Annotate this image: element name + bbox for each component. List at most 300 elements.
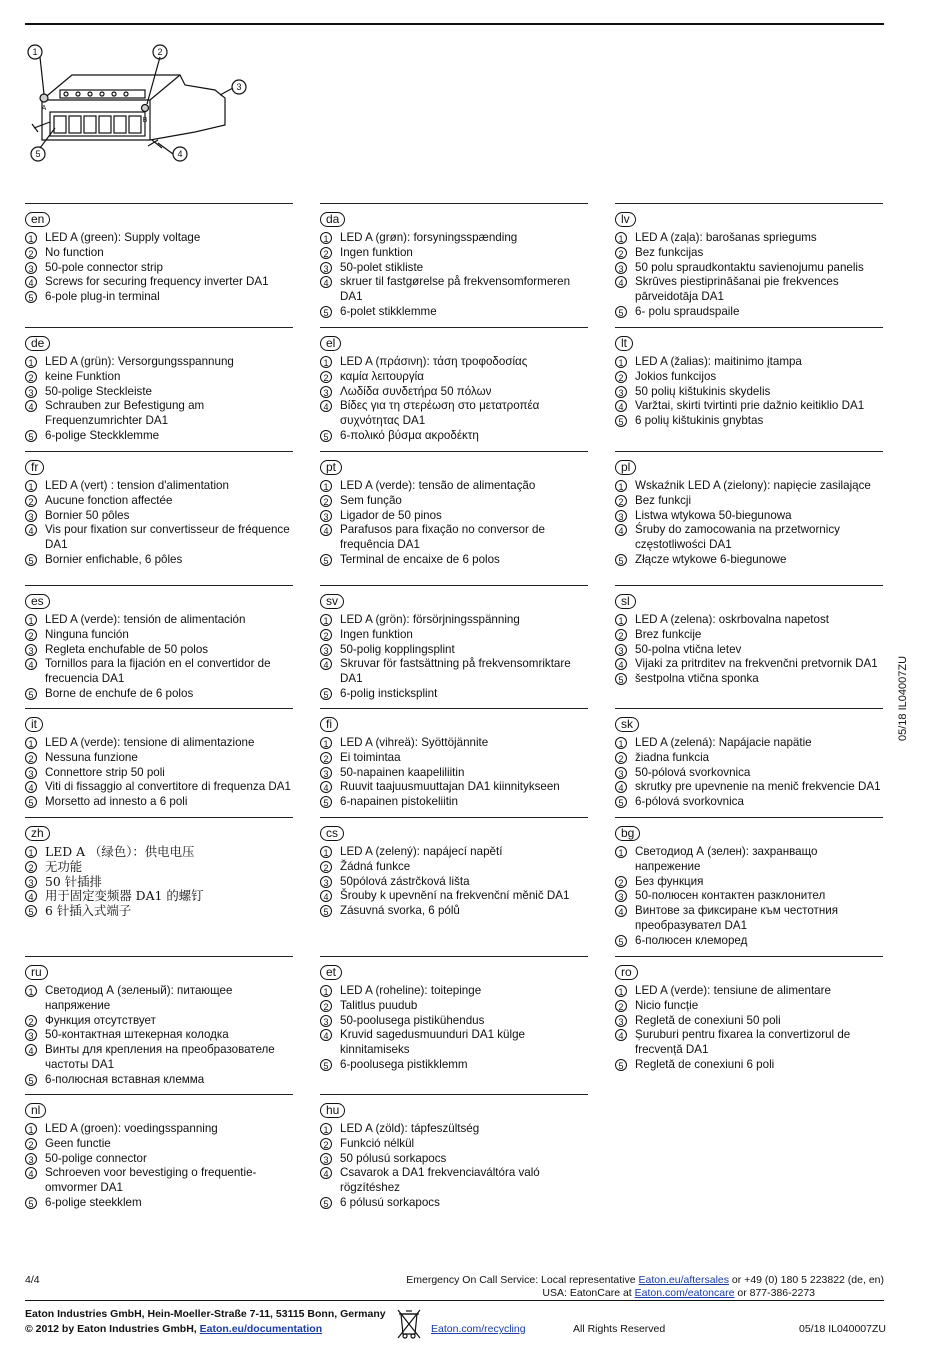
list-item	[615, 999, 883, 1014]
list-item	[615, 494, 883, 509]
section-divider	[615, 203, 883, 204]
list-item	[25, 904, 293, 919]
item-number-badge: 2	[25, 861, 37, 873]
language-code-badge: sl	[615, 594, 636, 609]
item-number-badge: 3	[25, 876, 37, 888]
language-code-badge: da	[320, 212, 345, 227]
item-number-badge: 1	[615, 737, 627, 749]
item-number-badge: 2	[320, 247, 332, 259]
item-text: 6-polig insticksplint	[340, 686, 438, 700]
item-text: LED A (verde): tensione di alimentazione	[45, 736, 255, 749]
item-number-badge: 4	[320, 1029, 332, 1041]
list-item	[25, 780, 293, 795]
item-text: Ingen funktion	[340, 245, 413, 259]
section-sl	[615, 585, 883, 687]
figure-label-1: 1	[32, 47, 38, 57]
item-number-badge: 4	[320, 276, 332, 288]
list-item	[25, 494, 293, 509]
list-item	[320, 795, 588, 810]
list-item	[615, 1058, 883, 1073]
list-item	[320, 1152, 588, 1167]
copyright-line	[25, 1323, 322, 1336]
list-item	[320, 509, 588, 524]
item-number-badge: 2	[615, 629, 627, 641]
list-item	[25, 1166, 293, 1196]
item-text: 6- polu spraudspaile	[635, 304, 740, 318]
section-sk	[615, 708, 883, 810]
item-number-badge: 1	[25, 737, 37, 749]
section-da	[320, 203, 588, 320]
item-text: 50-napainen kaapeliliitin	[340, 765, 465, 779]
list-item	[320, 751, 588, 766]
item-text: Regletă de conexiuni 6 poli	[635, 1057, 775, 1071]
item-number-badge: 3	[25, 510, 37, 522]
section-el	[320, 327, 588, 444]
item-text: 50-polige Steckleiste	[45, 384, 152, 398]
list-item	[25, 509, 293, 524]
list-item	[615, 355, 883, 370]
item-text: Skrūves piestiprināšanai pie frekvences pārveidotāja DA1	[635, 275, 839, 304]
item-text: skruer til fastgørelse på frekvensomformeren DA1	[340, 275, 571, 304]
eatoncare-link[interactable]: Eaton.com/eatoncare	[634, 1287, 735, 1299]
side-code-text: 05/18 IL04007ZU	[897, 655, 909, 741]
documentation-link[interactable]: Eaton.eu/documentation	[199, 1323, 323, 1335]
list-item	[25, 1014, 293, 1029]
item-number-badge: 3	[615, 890, 627, 902]
document-code: 05/18 IL040007ZU	[799, 1323, 886, 1335]
item-number-badge: 5	[320, 554, 332, 566]
item-text: LED A (žalias): maitinimo įtampa	[635, 355, 802, 368]
section-sv	[320, 585, 588, 702]
item-number-badge: 4	[615, 905, 627, 917]
item-text: Sem função	[340, 493, 402, 507]
item-text: Regleta enchufable de 50 polos	[45, 642, 209, 656]
list-item	[320, 845, 588, 860]
item-number-badge: 4	[25, 276, 37, 288]
item-text: 6-polet stikklemme	[340, 304, 437, 318]
language-code-badge: nl	[25, 1103, 46, 1118]
figure-label-4: 4	[177, 149, 183, 159]
item-text: 50 针插排	[45, 873, 102, 889]
item-text: 6 polių kištukinis gnybtas	[635, 414, 764, 428]
section-bg	[615, 817, 883, 949]
item-text: Wskaźnik LED A (zielony): napięcie zasilające	[635, 479, 871, 492]
item-text: LED A (verde): tensiune de alimentare	[635, 984, 831, 997]
figure-label-2: 2	[157, 47, 163, 57]
list-item	[320, 385, 588, 400]
item-number-badge: 1	[25, 985, 37, 997]
item-text: Βίδες για τη στερέωση στο μετατροπέα συχνότητας DA1	[340, 399, 540, 428]
item-text: Vis pour fixation sur convertisseur de fréquence DA1	[45, 523, 290, 552]
section-divider	[320, 817, 588, 818]
item-number-badge: 5	[320, 430, 332, 442]
language-code-badge: fr	[25, 460, 44, 475]
item-number-badge: 5	[320, 688, 332, 700]
item-number-badge: 3	[25, 1029, 37, 1041]
item-text: Brez funkcije	[635, 627, 702, 641]
list-item	[320, 429, 588, 444]
section-lt	[615, 327, 883, 429]
item-text: Ei toimintaa	[340, 750, 401, 764]
language-code-badge: pt	[320, 460, 342, 475]
usa-suffix: or 877-386-2273	[734, 1287, 815, 1299]
section-pl	[615, 451, 883, 568]
item-text: šestpolna vtična sponka	[635, 672, 759, 686]
item-text: LED A (zelená): Napájacie napätie	[635, 736, 812, 749]
list-item	[320, 261, 588, 276]
item-number-badge: 2	[320, 752, 332, 764]
recycling-link[interactable]: Eaton.com/recycling	[431, 1323, 526, 1335]
item-number-badge: 1	[615, 356, 627, 368]
item-text: 6-πολικό βύσμα ακροδέκτη	[340, 428, 479, 442]
language-code-badge: de	[25, 336, 50, 351]
language-code-badge: en	[25, 212, 50, 227]
item-number-badge: 2	[320, 1138, 332, 1150]
item-number-badge: 1	[320, 985, 332, 997]
item-number-badge: 2	[320, 861, 332, 873]
section-divider	[25, 451, 293, 452]
list-item	[615, 904, 883, 934]
item-number-badge: 1	[320, 480, 332, 492]
list-item	[320, 1137, 588, 1152]
list-item	[25, 1137, 293, 1152]
item-text: Schroeven voor bevestiging o frequentie-omvormer DA1	[45, 1166, 257, 1195]
language-code-badge: cs	[320, 826, 344, 841]
item-text: Regletă de conexiuni 50 poli	[635, 1013, 781, 1027]
item-number-badge: 1	[615, 480, 627, 492]
item-number-badge: 5	[25, 430, 37, 442]
list-item	[320, 1028, 588, 1058]
list-item	[615, 643, 883, 658]
list-item	[320, 399, 588, 429]
section-nl	[25, 1094, 293, 1211]
list-item	[25, 399, 293, 429]
item-number-badge: 5	[615, 554, 627, 566]
item-number-badge: 2	[320, 1000, 332, 1012]
section-divider	[615, 327, 883, 328]
item-number-badge: 1	[25, 614, 37, 626]
list-item	[320, 1196, 588, 1211]
list-item	[25, 231, 293, 246]
item-number-badge: 3	[25, 386, 37, 398]
list-item	[25, 845, 293, 860]
item-text: 6-полюсен клеморед	[635, 933, 748, 947]
list-item	[615, 231, 883, 246]
item-number-badge: 3	[25, 644, 37, 656]
item-number-badge: 1	[615, 614, 627, 626]
figure-label-3: 3	[236, 82, 242, 92]
item-number-badge: 5	[320, 1197, 332, 1209]
item-text: 6-poolusega pistikklemm	[340, 1057, 468, 1071]
list-item	[320, 355, 588, 370]
figure-label-5: 5	[35, 149, 41, 159]
usa-line	[542, 1287, 815, 1300]
list-item	[25, 1073, 293, 1088]
item-number-badge: 1	[615, 232, 627, 244]
item-number-badge: 3	[25, 262, 37, 274]
list-item	[615, 672, 883, 687]
item-text: 6-pole plug-in terminal	[45, 290, 160, 304]
item-text: 50-poolusega pistikühendus	[340, 1013, 485, 1027]
item-text: 6-pólová svorkovnica	[635, 795, 744, 809]
list-item	[25, 1122, 293, 1137]
item-text: Светодиод А (зеленый): питающее напряжение	[45, 984, 233, 1012]
list-item	[615, 1014, 883, 1029]
item-number-badge: 4	[615, 400, 627, 412]
list-item	[25, 795, 293, 810]
list-item	[25, 290, 293, 305]
item-text: Skruvar för fastsättning på frekvensomriktare DA1	[340, 657, 571, 686]
item-number-badge: 5	[615, 796, 627, 808]
item-text: Kruvid sagedusmuunduri DA1 külge kinnitamiseks	[340, 1028, 525, 1057]
section-divider	[615, 451, 883, 452]
item-text: 50 polu spraudkontaktu savienojumu panelis	[635, 260, 864, 274]
item-number-badge: 2	[25, 247, 37, 259]
item-number-badge: 2	[615, 247, 627, 259]
section-divider	[25, 956, 293, 957]
item-text: 6-napainen pistokeliitin	[340, 795, 458, 809]
list-item	[25, 687, 293, 702]
item-number-badge: 5	[615, 673, 627, 685]
item-text: 50-контактная штекерная колодка	[45, 1028, 229, 1042]
item-number-badge: 1	[615, 846, 627, 858]
list-item	[615, 553, 883, 568]
item-number-badge: 5	[25, 291, 37, 303]
language-code-badge: lt	[615, 336, 633, 351]
figure-led-b-label: B	[142, 117, 148, 124]
list-item	[320, 553, 588, 568]
list-item	[25, 275, 293, 290]
list-item	[25, 246, 293, 261]
item-number-badge: 3	[25, 767, 37, 779]
item-text: Talitlus puudub	[340, 998, 418, 1012]
item-text: Csavarok a DA1 frekvenciaváltóra való rögzítéshez	[340, 1166, 540, 1195]
item-text: Parafusos para fixação no conversor de frequência DA1	[340, 523, 545, 552]
language-code-badge: el	[320, 336, 341, 351]
item-number-badge: 5	[25, 905, 37, 917]
item-text: 50-polna vtična letev	[635, 642, 742, 656]
item-number-badge: 5	[320, 306, 332, 318]
item-text: 用于固定变频器 DA1 的螺钉	[45, 888, 204, 904]
list-item	[615, 657, 883, 672]
list-item	[615, 509, 883, 524]
list-item	[320, 999, 588, 1014]
section-divider	[320, 956, 588, 957]
item-text: LED A (groen): voedingsspanning	[45, 1122, 218, 1135]
section-cs	[320, 817, 588, 919]
item-text: žiadna funkcia	[635, 750, 710, 764]
section-divider	[25, 327, 293, 328]
item-text: Tornillos para la fijación en el convertidor de frecuencia DA1	[45, 657, 271, 686]
list-item	[25, 643, 293, 658]
item-number-badge: 4	[615, 276, 627, 288]
item-number-badge: 3	[320, 386, 332, 398]
item-text: 6-polige Steckklemme	[45, 428, 160, 442]
item-text: Bez funkcji	[635, 493, 692, 507]
item-text: skrutky pre upevnenie na menič frekvencie DA1	[635, 780, 881, 794]
list-item	[615, 780, 883, 795]
item-number-badge: 5	[320, 796, 332, 808]
language-code-badge: es	[25, 594, 50, 609]
company-address: Eaton Industries GmbH, Hein-Moeller-Straße 7-11, 53115 Bonn, Germany	[25, 1308, 386, 1320]
item-text: Șuruburi pentru fixarea la convertizorul de frecvență DA1	[635, 1028, 851, 1057]
list-item	[25, 553, 293, 568]
list-item	[320, 984, 588, 999]
item-text: Ligador de 50 pinos	[340, 508, 442, 522]
item-number-badge: 3	[320, 1153, 332, 1165]
list-item	[320, 766, 588, 781]
section-divider	[25, 817, 293, 818]
item-text: Screws for securing frequency inverter DA1	[45, 275, 269, 289]
item-text: LED A (zaļa): barošanas spriegums	[635, 231, 817, 244]
section-lv	[615, 203, 883, 320]
item-text: LED A (verde): tensão de alimentação	[340, 479, 536, 492]
item-number-badge: 5	[25, 1197, 37, 1209]
item-number-badge: 1	[25, 480, 37, 492]
section-fr	[25, 451, 293, 568]
item-text: 50-polig kopplingsplint	[340, 642, 455, 656]
item-number-badge: 2	[320, 371, 332, 383]
item-number-badge: 4	[320, 781, 332, 793]
list-item	[25, 429, 293, 444]
item-text: Винтове за фиксиране към честотния преобразувател DA1	[635, 904, 839, 932]
item-text: 50 pólusú sorkapocs	[340, 1151, 447, 1165]
section-es	[25, 585, 293, 702]
section-divider	[615, 708, 883, 709]
section-et	[320, 956, 588, 1073]
section-divider	[320, 203, 588, 204]
item-text: Функция отсутствует	[45, 1013, 156, 1027]
item-text: 50-polige connector	[45, 1151, 147, 1165]
item-number-badge: 3	[320, 767, 332, 779]
item-text: Złącze wtykowe 6-biegunowe	[635, 552, 787, 566]
section-divider	[320, 585, 588, 586]
weee-recycling-bin-icon	[396, 1308, 422, 1340]
list-item	[615, 399, 883, 414]
item-number-badge: 2	[25, 495, 37, 507]
item-text: LED A (vihreä): Syöttöjännite	[340, 736, 489, 749]
item-text: 50pólová zástrčková lišta	[340, 874, 470, 888]
item-number-badge: 5	[615, 935, 627, 947]
section-ru	[25, 956, 293, 1088]
list-item	[320, 860, 588, 875]
item-text: Bornier enfichable, 6 pôles	[45, 552, 183, 566]
item-number-badge: 4	[615, 1029, 627, 1041]
list-item	[615, 766, 883, 781]
item-number-badge: 2	[320, 495, 332, 507]
item-text: Varžtai, skirti tvirtinti prie dažnio keitiklio DA1	[635, 399, 865, 413]
list-item	[25, 628, 293, 643]
list-item	[320, 904, 588, 919]
item-number-badge: 4	[320, 524, 332, 536]
item-number-badge: 1	[25, 846, 37, 858]
item-text: LED A (πράσινη): τάση τροφοδοσίας	[340, 355, 528, 368]
section-en	[25, 203, 293, 305]
section-pt	[320, 451, 588, 568]
list-item	[320, 643, 588, 658]
language-code-badge: bg	[615, 826, 640, 841]
aftersales-link[interactable]: Eaton.eu/aftersales	[638, 1274, 730, 1286]
section-divider	[25, 708, 293, 709]
list-item	[320, 231, 588, 246]
list-item	[320, 523, 588, 553]
item-number-badge: 5	[25, 688, 37, 700]
item-text: Terminal de encaixe de 6 polos	[340, 552, 500, 566]
list-item	[615, 479, 883, 494]
item-text: Šrouby k upevnění na frekvenční měnič DA1	[340, 889, 570, 903]
section-divider	[25, 1094, 293, 1095]
item-text: LED A (zelený): napájecí napětí	[340, 845, 503, 858]
list-item	[320, 1122, 588, 1137]
item-text: Viti di fissaggio al convertitore di frequenza DA1	[45, 780, 291, 794]
list-item	[615, 370, 883, 385]
copyright-text: © 2012 by Eaton Industries GmbH,	[25, 1323, 200, 1335]
item-text: Žádná funkce	[340, 859, 411, 873]
item-number-badge: 4	[25, 1044, 37, 1056]
list-item	[320, 1058, 588, 1073]
item-text: 50-pole connector strip	[45, 260, 163, 274]
item-text: LED A (green): Supply voltage	[45, 231, 201, 244]
list-item	[320, 1014, 588, 1029]
list-item	[25, 1152, 293, 1167]
list-item	[25, 523, 293, 553]
item-text: Светодиод А (зелен): захранващо напрежение	[635, 845, 818, 873]
rights-text: All Rights Reserved	[573, 1323, 666, 1335]
list-item	[615, 889, 883, 904]
list-item	[320, 736, 588, 751]
list-item	[320, 657, 588, 687]
item-number-badge: 4	[615, 658, 627, 670]
item-text: 6-полюсная вставная клемма	[45, 1072, 205, 1086]
item-number-badge: 5	[25, 796, 37, 808]
item-number-badge: 1	[615, 985, 627, 997]
item-text: Ninguna función	[45, 627, 129, 641]
item-number-badge: 4	[320, 1167, 332, 1179]
list-item	[25, 479, 293, 494]
section-divider	[615, 585, 883, 586]
item-number-badge: 2	[320, 629, 332, 641]
list-item	[615, 736, 883, 751]
list-item	[320, 305, 588, 320]
list-item	[615, 1028, 883, 1058]
item-number-badge: 2	[25, 371, 37, 383]
list-item	[615, 613, 883, 628]
item-text: LED A （绿色）：供电电压	[45, 844, 195, 859]
item-number-badge: 1	[25, 1123, 37, 1135]
language-code-badge: ro	[615, 965, 638, 980]
item-text: No function	[45, 245, 104, 259]
list-item	[615, 984, 883, 999]
item-text: Listwa wtykowa 50-biegunowa	[635, 508, 792, 522]
list-item	[615, 305, 883, 320]
list-item	[615, 934, 883, 949]
list-item	[615, 845, 883, 875]
section-zh	[25, 817, 293, 919]
language-code-badge: pl	[615, 460, 636, 475]
item-text: Zásuvná svorka, 6 pólů	[340, 904, 460, 918]
list-item	[25, 1043, 293, 1073]
figure-led-a-label: A	[41, 105, 47, 112]
list-item	[615, 275, 883, 305]
language-code-badge: et	[320, 965, 342, 980]
item-text: LED A (vert) : tension d'alimentation	[45, 479, 229, 492]
list-item	[25, 657, 293, 687]
list-item	[320, 687, 588, 702]
list-item	[615, 261, 883, 276]
language-code-badge: sk	[615, 717, 639, 732]
item-number-badge: 2	[615, 876, 627, 888]
list-item	[25, 860, 293, 875]
